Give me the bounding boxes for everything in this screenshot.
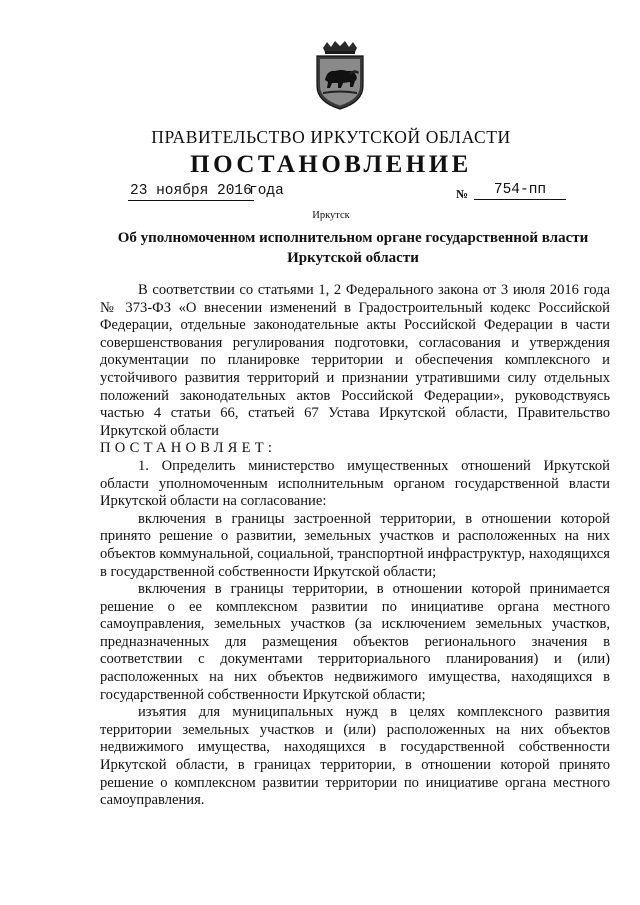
- document-city: Иркутск: [312, 210, 350, 221]
- date-suffix: года: [249, 183, 284, 199]
- item-1-paragraph: 1. Определить министерство имущественных отношений Иркутской области уполномоченным исполнительным органом государственной власти Иркутской области на согласование:: [100, 457, 610, 510]
- subitem-3-paragraph: изъятия для муниципальных нужд в целях комплексного развития территории земельных участков и (или) расположенных на них объектов недвижимого имущества, находящихся в государственной собственности Иркутской области, в границах территории, в отношении которой принято решение о комплексном развитии территории по инициативе органа местного самоуправления.: [100, 704, 610, 809]
- document-date: 23 ноября 2016: [130, 183, 252, 199]
- subitem-2-paragraph: включения в границы территории, в отношении которой принимается решение о ее комплексном развитии по инициативе органа местного самоуправления, земельных участков (за исключением земельных участков, предназначенных для размещения объектов регионального значения в соответствии с документами территориального планирования) и (или) расположенных на них объектов недвижимого имущества, находящихся в государственной собственности Иркутской области;: [100, 581, 610, 703]
- coat-of-arms-icon: [313, 40, 367, 110]
- number-sign: №: [456, 187, 469, 201]
- subject-line-1: Об уполномоченном исполнительном органе государственной власти: [117, 230, 589, 246]
- document-subject: [100, 228, 606, 268]
- document-type: ПОСТАНОВЛЕНИЕ: [190, 151, 472, 178]
- subitem-1-paragraph: включения в границы застроенной территории, в отношении которой принято решение о развитии, земельных участков и расположенных на них объектов коммунальной, социальной, транспортной инфраструктур, находящихся в государственной собственности Иркутской области;: [100, 510, 610, 580]
- resolves-heading: ПОСТАНОВЛЯЕТ:: [100, 440, 277, 457]
- subject-line-2: Иркутской области: [287, 250, 419, 266]
- document-body: [100, 282, 610, 810]
- preamble-paragraph: В соответствии со статьями 1, 2 Федерального закона от 3 июля 2016 года № 373-ФЗ «О внесении изменений в Градостроительный кодекс Российской Федерации, отдельные законодательные акты Российской Федерации в части совершенствования регулирования подготовки, согласования и утверждения документации по планировке территории и обеспечения комплексного и устойчивого развития территорий и признании утратившими силу отдельных положений законодательных актов Российской Федерации», руководствуясь частью 4 статьи 66, статьей 67 Устава Иркутской области, Правительство Иркутской области: [100, 282, 610, 439]
- document-number: 754-пп: [474, 182, 566, 200]
- government-title: ПРАВИТЕЛЬСТВО ИРКУТСКОЙ ОБЛАСТИ: [151, 127, 511, 147]
